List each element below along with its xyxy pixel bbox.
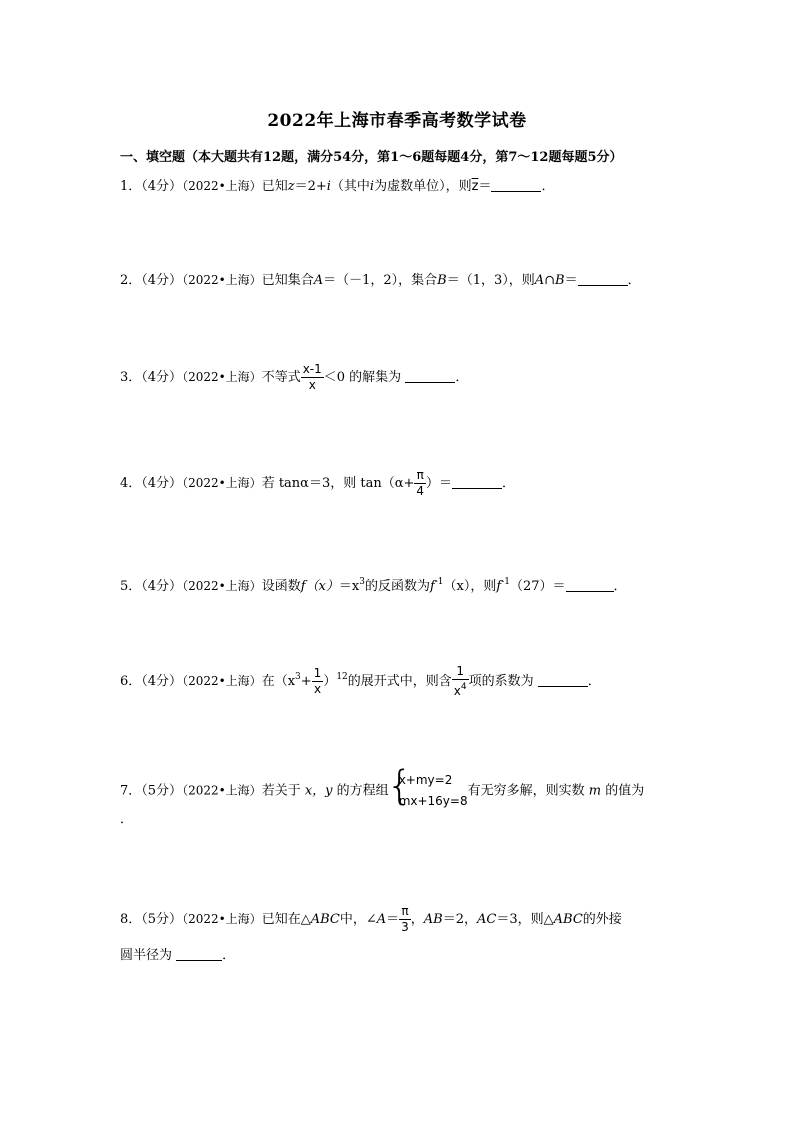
question-3: 3．（4分）（2022•上海）不等式 $\frac{x-1}{x}$ ＜0 的解集为 ． <box>120 362 469 392</box>
question-8-continuation: 圆半径为 ． <box>120 948 236 963</box>
question-4: 4．（4分）（2022•上海）若 tanα＝3，则 tan（α+ $\frac{\pi}{4}$ ）＝ ． <box>120 468 516 498</box>
question-5: 5．（4分）（2022•上海）设函数$f(x)=x^3$的反函数为$f^{-1}(x)$，则$f^{-1}(27)=$ ． <box>120 577 627 594</box>
question-7: 7．（5分）（2022•上海）若关于 x，y 的方程组 { x+my=2 mx+16y=8 有无穷多解，则实数 m 的值为 <box>120 770 644 812</box>
page-title: 2022年上海市春季高考数学试卷 <box>267 111 527 131</box>
fraction: $\frac{\pi}{4}$ <box>416 468 425 498</box>
brace-icon: { <box>386 763 413 809</box>
question-1: 1．（4分）（2022•上海）已知z＝2+i（其中i为虚数单位），则$\overline{z}=$ ． <box>120 179 555 194</box>
answer-blank[interactable] <box>452 474 502 489</box>
answer-blank[interactable] <box>176 946 222 961</box>
question-7-continuation: ． <box>120 812 134 827</box>
fraction: $\frac{1}{x}$ <box>313 666 322 696</box>
answer-blank[interactable] <box>538 672 588 687</box>
answer-blank[interactable] <box>405 368 455 383</box>
equation-system: { x+my=2 mx+16y=8 <box>386 763 468 809</box>
fraction: $\frac{\pi}{3}$ <box>401 904 409 934</box>
answer-blank[interactable] <box>578 271 628 286</box>
fraction: $\frac{x-1}{x}$ <box>302 362 322 392</box>
answer-blank[interactable] <box>491 177 541 192</box>
question-6: 6．（4分）（2022•上海）在（$x^3+$ $\frac{1}{x}$ ）$^{12}$的展开式中，则含 $\frac{1}{x^4}$ 项的系数为 ． <box>120 664 601 698</box>
fraction: $\frac{1}{x^4}$ <box>453 664 467 698</box>
answer-blank[interactable] <box>566 577 614 592</box>
section-heading: 一、填空题（本大题共有12题，满分54分，第1～6题每题4分，第7～12题每题5分） <box>120 150 623 165</box>
question-8: 8．（5分）（2022•上海）已知在△ABC中，∠A＝ $\frac{\pi}{3}$ ，AB＝2，AC＝3，则△ABC的外接 <box>120 904 622 934</box>
question-2: 2．（4分）（2022•上海）已知集合A＝（－1，2），集合B＝（1，3），则A∩B＝ ． <box>120 273 641 288</box>
